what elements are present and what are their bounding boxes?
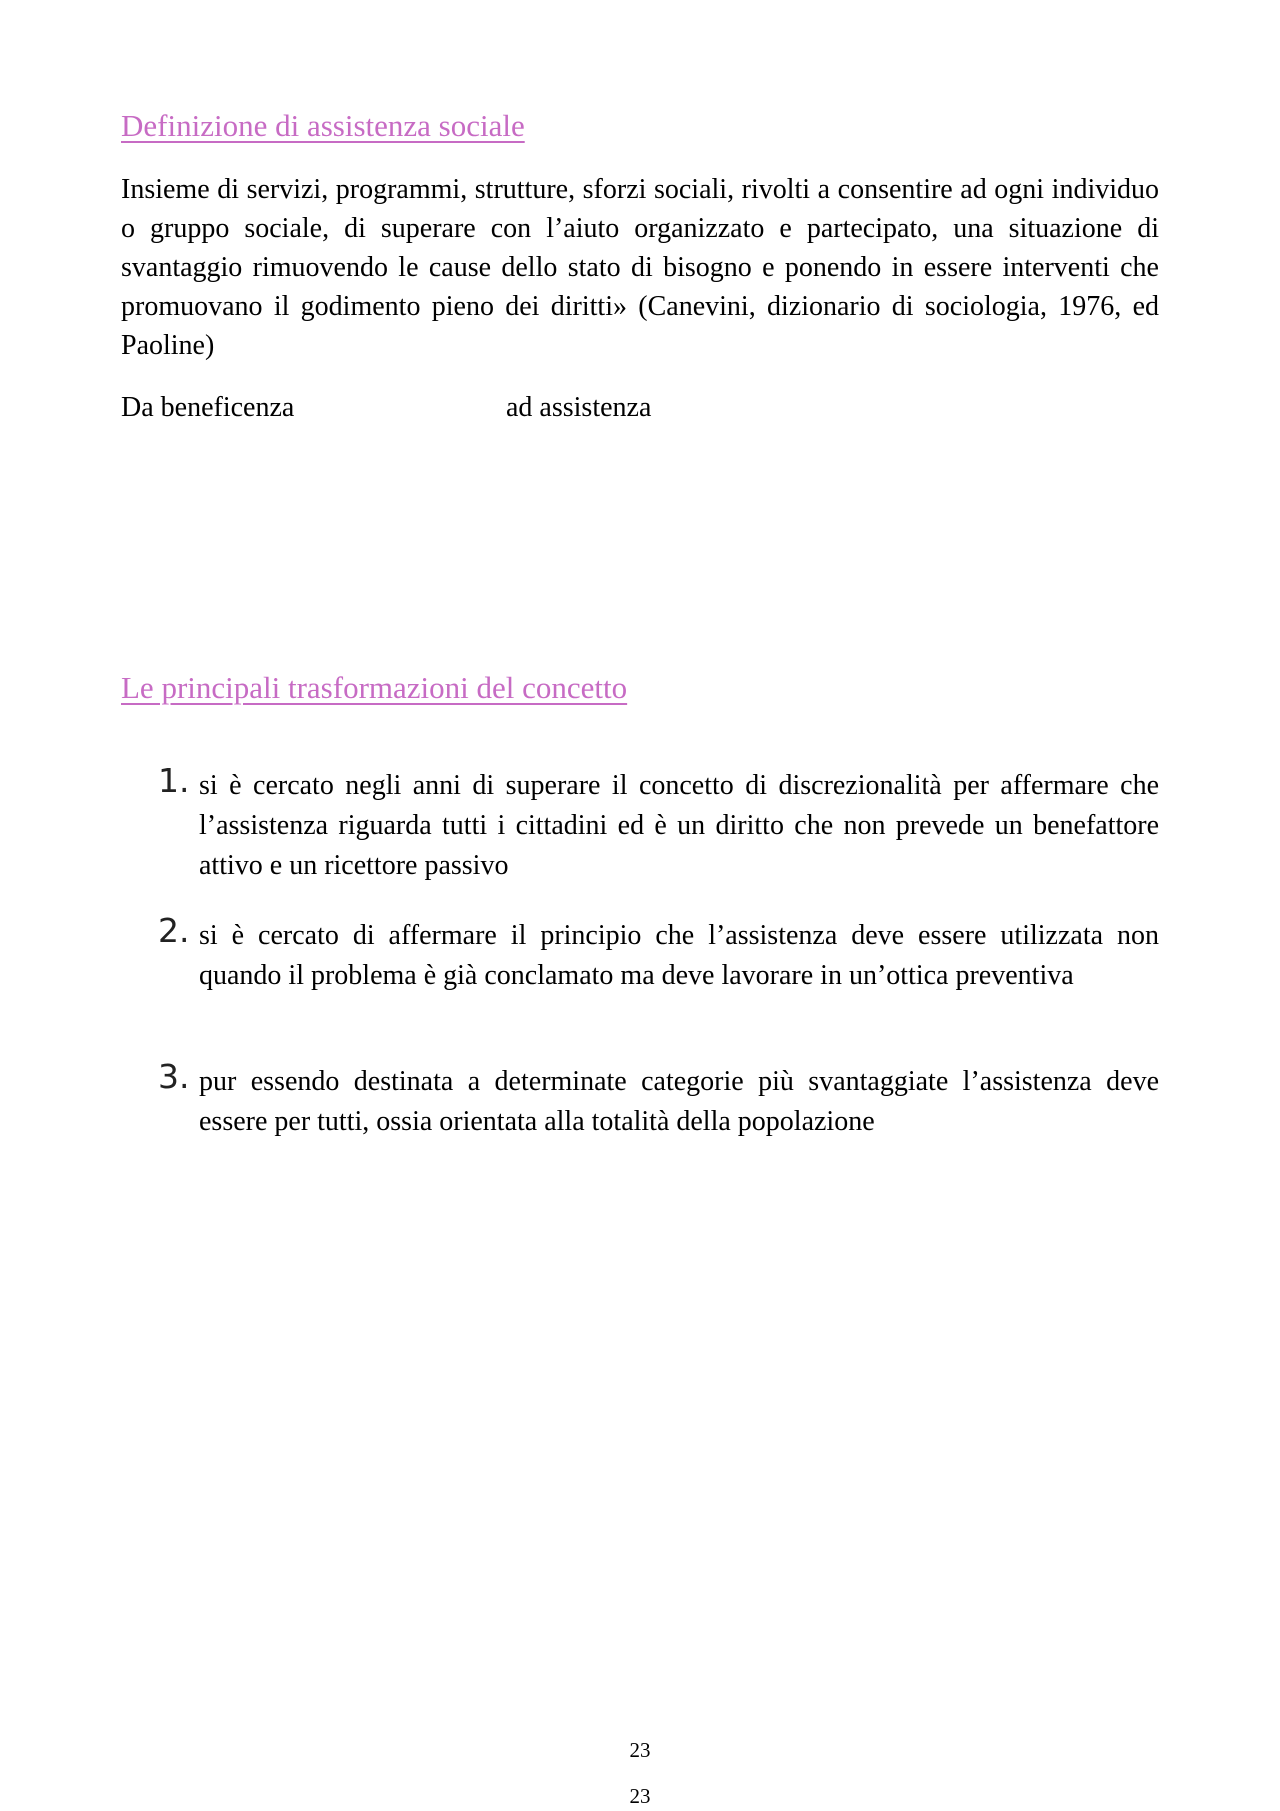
list-item-text: si è cercato negli anni di superare il concetto di discrezionalità per affermare che l’assistenza riguarda tutti i cittadini ed è un diritto che non prevede un benefattore attivo e un ricettore passivo: [199, 770, 1159, 881]
list-item: [121, 911, 1159, 996]
page-number-footer: 23: [629, 1784, 651, 1808]
list-number: 1.: [158, 761, 190, 800]
assistenza-label: ad assistenza: [506, 392, 652, 423]
list-item-text: pur essendo destinata a determinate categorie più svantaggiate l’assistenza deve essere per tutti, ossia orientata alla totalità della popolazione: [199, 1066, 1159, 1137]
list-item-text: si è cercato di affermare il principio che l’assistenza deve essere utilizzata non quando il problema è già conclamato ma deve lavorare in un’ottica preventiva: [199, 920, 1159, 991]
page-number: 23: [629, 1738, 651, 1762]
list-item: [121, 1057, 1159, 1142]
section-title-definizione: Definizione di assistenza sociale: [121, 108, 525, 143]
list-number: 3.: [158, 1057, 190, 1096]
beneficenza-label: Da beneficenza: [121, 392, 295, 423]
definition-paragraph: Insieme di servizi, programmi, strutture, sforzi sociali, rivolti a consentire ad ogni individuo o gruppo sociale, di superare con l’aiuto organizzato e partecipato, una situazione di svantaggio rimuovendo le cause dello stato di bisogno e ponendo in essere interventi che promuovano il godimento pieno dei diritti» (Canevini, dizionario di sociologia, 1976, ed Paoline): [121, 174, 1159, 361]
list-item: [121, 761, 1159, 886]
list-number: 2.: [158, 911, 190, 950]
section-title-trasformazioni: Le principali trasformazioni del concetto: [121, 670, 628, 705]
